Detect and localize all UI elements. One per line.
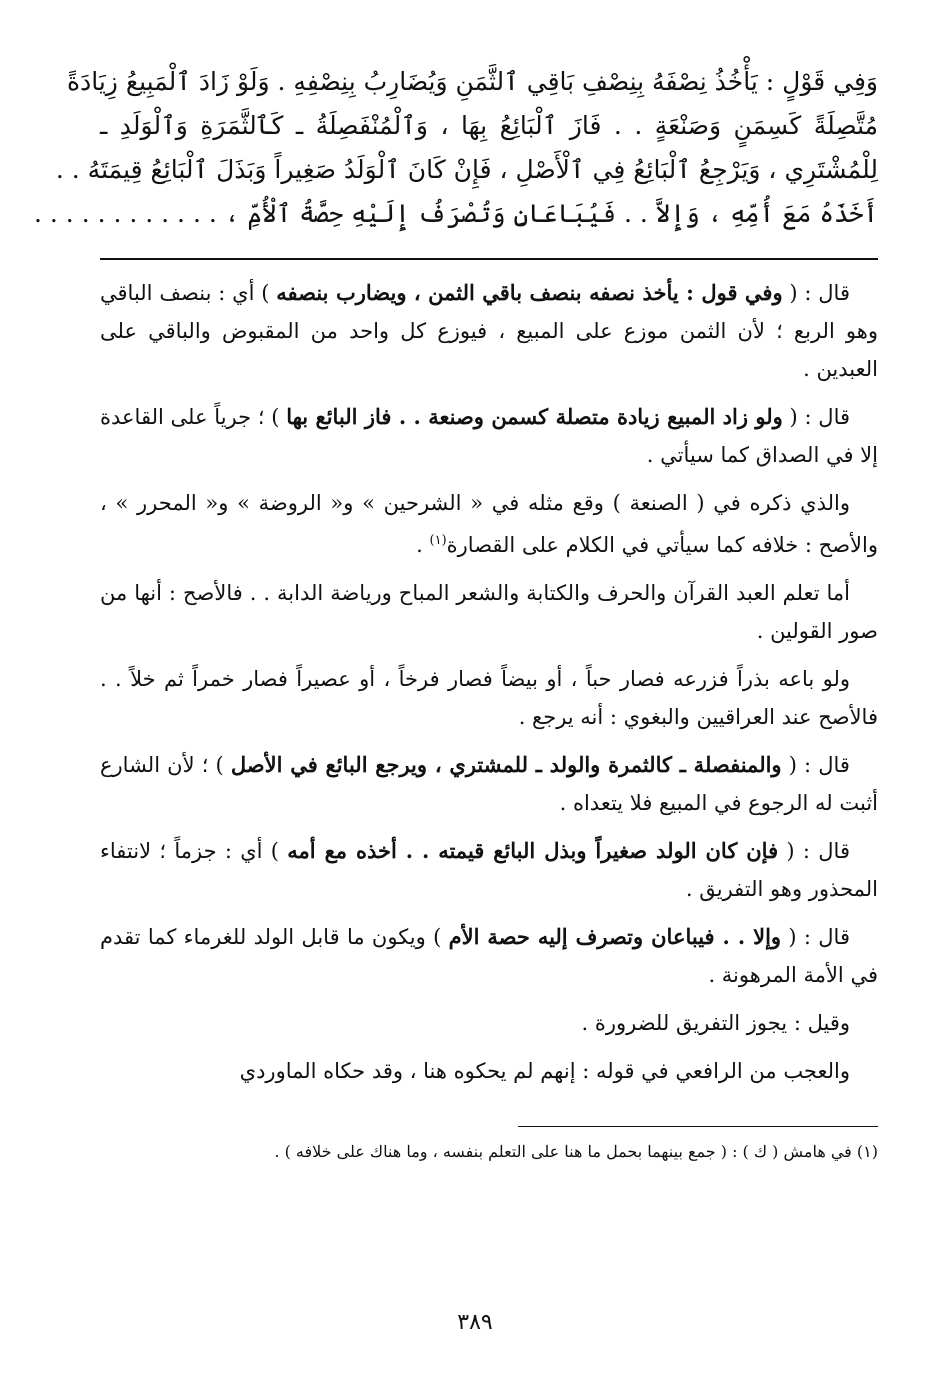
footnote-marker: (١) bbox=[429, 533, 447, 548]
quote-prefix: قال : ( bbox=[778, 839, 850, 863]
quoted-text: فإن كان الولد صغيراً وبذل البائع قيمته . . أخذه مع أمه bbox=[287, 838, 779, 863]
quote-prefix: قال : ( bbox=[781, 925, 850, 949]
main-text-line: لِلْمُشْتَرِي ، وَيَرْجِعُ ٱلْبَائِعُ فِي ٱلْأَصْلِ ، فَإِنْ كَانَ ٱلْوَلَدُ صَغِيراً وَبَذَلَ ٱلْبَائِعُ قِيمَتَهُ . . bbox=[55, 155, 878, 184]
main-text-line: وَفِي قَوْلٍ : يَأْخُذُ نِصْفَهُ بِنِصْفِ بَاقِي ٱلثَّمَنِ وَيُضَارِبُ بِنِصْفِهِ . وَلَوْ زَادَ ٱلْمَبِيعُ زِيَادَةً bbox=[67, 67, 878, 96]
commentary-text: ولو باعه بذراً فزرعه فصار حباً ، أو بيضاً فصار فرخاً ، أو عصيراً فصار خمراً ثم خلاً . . فالأصح عند العراقيين والبغوي : أنه يرجع . bbox=[100, 667, 878, 729]
commentary-paragraph bbox=[100, 398, 878, 474]
page-number: ٣٨٩ bbox=[457, 1310, 493, 1335]
quoted-text: ولو زاد المبيع زيادة متصلة كسمن وصنعة . . فاز البائع بها bbox=[286, 404, 783, 429]
quote-prefix: قال : ( bbox=[782, 281, 850, 305]
commentary-text: أما تعلم العبد القرآن والحرف والكتابة والشعر المباح ورياضة الدابة . . فالأصح : أنها من صور القولين . bbox=[100, 581, 878, 643]
commentary-text: والذي ذكره في ( الصنعة ) وقع مثله في « الشرحين » و« الروضة » و« المحرر » ، والأصح : خلافه كما سيأتي في الكلام على القصارة bbox=[100, 491, 878, 557]
quote-prefix: قال : ( bbox=[781, 753, 850, 777]
main-text-line: مُتَّصِلَةً كَسِمَنٍ وَصَنْعَةٍ . . فَازَ ٱلْبَائِعُ بِهَا ، وَٱلْمُنْفَصِلَةُ ـ كَٱلثَّمَرَةِ وَٱلْوَلَدِ ـ bbox=[100, 111, 878, 140]
commentary-text: ) أي : جزماً ؛ لانتفاء المحذور وهو التفريق . bbox=[100, 839, 878, 901]
commentary-paragraph bbox=[100, 918, 878, 994]
commentary-paragraph bbox=[100, 1052, 878, 1090]
commentary-text: . bbox=[416, 533, 430, 557]
commentary-text: والعجب من الرافعي في قوله : إنهم لم يحكوه هنا ، وقد حكاه الماوردي bbox=[239, 1059, 850, 1083]
main-text-divider bbox=[100, 258, 878, 260]
main-text-line: أَخَذَهُ مَعَ أُمِّهِ ، وَإِلاَّ . . فَيُبَاعَانِ وَتُصْرَفُ إِلَيْهِ حِصَّةُ ٱلْأُمِّ ، . . . . . . . . . . . . bbox=[34, 199, 878, 228]
quoted-text: والمنفصلة ـ كالثمرة والولد ـ للمشتري ، ويرجع البائع في الأصل bbox=[230, 752, 782, 777]
commentary-text: وقيل : يجوز التفريق للضرورة . bbox=[581, 1011, 850, 1035]
page-body bbox=[34, 60, 878, 1165]
quoted-text: وفي قول : يأخذ نصفه بنصف باقي الثمن ، ويضارب بنصفه bbox=[276, 280, 783, 305]
main-text bbox=[34, 60, 878, 236]
commentary-text: ) ؛ لأن الشارع أثبت له الرجوع في المبيع فلا يتعداه . bbox=[100, 753, 878, 815]
commentary-paragraph bbox=[100, 484, 878, 564]
footnote-divider bbox=[518, 1126, 878, 1127]
commentary-text: ) أي : بنصف الباقي وهو الربع ؛ لأن الثمن موزع على المبيع ، فيوزع كل واحد من المقبوض والباقي على العبدين . bbox=[100, 281, 878, 381]
commentary bbox=[100, 274, 878, 1090]
commentary-paragraph bbox=[100, 832, 878, 908]
quote-prefix: قال : ( bbox=[782, 405, 851, 429]
commentary-paragraph bbox=[100, 1004, 878, 1042]
quoted-text: وإلا . . فيباعان وتصرف إليه حصة الأم bbox=[448, 924, 782, 949]
commentary-paragraph bbox=[100, 746, 878, 822]
commentary-paragraph bbox=[100, 574, 878, 650]
commentary-text: ) ؛ جرياً على القاعدة إلا في الصداق كما سيأتي . bbox=[100, 405, 878, 467]
commentary-paragraph bbox=[100, 274, 878, 388]
footnote: (١) في هامش ( ك ) : ( جمع بينهما بحمل ما هنا على التعلم بنفسه ، وما هناك على خلافه ) . bbox=[274, 1142, 878, 1161]
commentary-text: ) ويكون ما قابل الولد للغرماء كما تقدم في الأمة المرهونة . bbox=[100, 925, 878, 987]
commentary-paragraph bbox=[100, 660, 878, 736]
